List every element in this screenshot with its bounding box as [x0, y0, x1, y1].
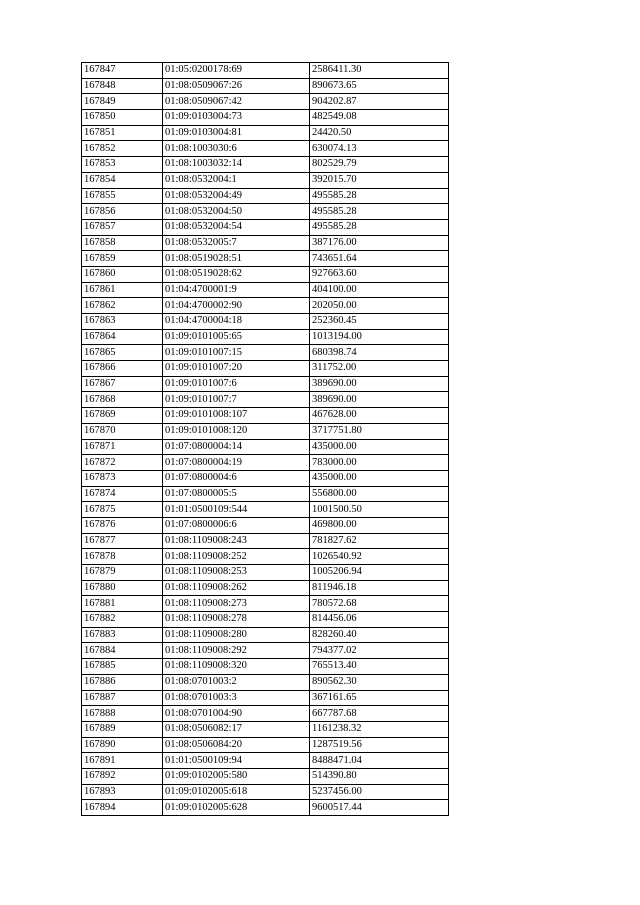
- table-row: [82, 423, 449, 439]
- cadastral-number-cell: 01:09:0102005:628: [163, 800, 310, 816]
- table-row: [82, 408, 449, 424]
- cadastral-number-cell: 01:08:0509067:42: [163, 94, 310, 110]
- row-id-cell: 167869: [82, 408, 163, 424]
- cadastral-number-cell: 01:01:0500109:544: [163, 502, 310, 518]
- cadastral-number-cell: 01:09:0101005:65: [163, 329, 310, 345]
- table-row: [82, 125, 449, 141]
- table-row: [82, 219, 449, 235]
- row-id-cell: 167880: [82, 580, 163, 596]
- cadastral-number-cell: 01:08:0506084:20: [163, 737, 310, 753]
- cadastral-number-cell: 01:08:0532004:54: [163, 219, 310, 235]
- row-id-cell: 167848: [82, 78, 163, 94]
- table-row: [82, 549, 449, 565]
- value-cell: 814456.06: [310, 612, 449, 628]
- cadastral-number-cell: 01:09:0101008:107: [163, 408, 310, 424]
- cadastral-number-cell: 01:09:0102005:580: [163, 768, 310, 784]
- cadastral-number-cell: 01:08:0519028:62: [163, 266, 310, 282]
- row-id-cell: 167864: [82, 329, 163, 345]
- value-cell: 904202.87: [310, 94, 449, 110]
- row-id-cell: 167868: [82, 392, 163, 408]
- row-id-cell: 167882: [82, 612, 163, 628]
- table-row: [82, 659, 449, 675]
- cadastral-number-cell: 01:01:0500109:94: [163, 753, 310, 769]
- table-row: [82, 251, 449, 267]
- row-id-cell: 167858: [82, 235, 163, 251]
- cadastral-number-cell: 01:08:1003030:6: [163, 141, 310, 157]
- cadastral-number-cell: 01:08:1109008:278: [163, 612, 310, 628]
- row-id-cell: 167855: [82, 188, 163, 204]
- table-row: [82, 470, 449, 486]
- value-cell: 556800.00: [310, 486, 449, 502]
- cadastral-number-cell: 01:08:0532004:1: [163, 172, 310, 188]
- value-cell: 8488471.04: [310, 753, 449, 769]
- row-id-cell: 167876: [82, 517, 163, 533]
- table-row: [82, 753, 449, 769]
- cadastral-number-cell: 01:09:0101007:6: [163, 376, 310, 392]
- table-row: [82, 392, 449, 408]
- table-row: [82, 376, 449, 392]
- table-row: [82, 612, 449, 628]
- value-cell: 765513.40: [310, 659, 449, 675]
- row-id-cell: 167866: [82, 361, 163, 377]
- table-row: [82, 596, 449, 612]
- value-cell: 667787.68: [310, 706, 449, 722]
- row-id-cell: 167852: [82, 141, 163, 157]
- row-id-cell: 167847: [82, 63, 163, 79]
- row-id-cell: 167894: [82, 800, 163, 816]
- cadastral-number-cell: 01:04:4700004:18: [163, 314, 310, 330]
- value-cell: 2586411.30: [310, 63, 449, 79]
- table-row: [82, 784, 449, 800]
- value-cell: 392015.70: [310, 172, 449, 188]
- table-row: [82, 517, 449, 533]
- cadastral-number-cell: 01:08:0509067:26: [163, 78, 310, 94]
- cadastral-number-cell: 01:08:1109008:243: [163, 533, 310, 549]
- row-id-cell: 167854: [82, 172, 163, 188]
- value-cell: 1026540.92: [310, 549, 449, 565]
- row-id-cell: 167874: [82, 486, 163, 502]
- table-row: [82, 188, 449, 204]
- row-id-cell: 167886: [82, 674, 163, 690]
- row-id-cell: 167883: [82, 627, 163, 643]
- row-id-cell: 167884: [82, 643, 163, 659]
- value-cell: 495585.28: [310, 188, 449, 204]
- row-id-cell: 167850: [82, 110, 163, 126]
- table-row: [82, 533, 449, 549]
- row-id-cell: 167870: [82, 423, 163, 439]
- row-id-cell: 167861: [82, 282, 163, 298]
- value-cell: 680398.74: [310, 345, 449, 361]
- data-table: [81, 62, 449, 816]
- table-row: [82, 721, 449, 737]
- table-row: [82, 157, 449, 173]
- table-row: [82, 580, 449, 596]
- cadastral-number-cell: 01:04:4700001:9: [163, 282, 310, 298]
- row-id-cell: 167889: [82, 721, 163, 737]
- table-row: [82, 627, 449, 643]
- value-cell: 389690.00: [310, 376, 449, 392]
- table-row: [82, 565, 449, 581]
- value-cell: 252360.45: [310, 314, 449, 330]
- row-id-cell: 167877: [82, 533, 163, 549]
- cadastral-number-cell: 01:07:0800004:19: [163, 455, 310, 471]
- value-cell: 890673.65: [310, 78, 449, 94]
- table-row: [82, 345, 449, 361]
- table-body: [82, 63, 449, 816]
- table-row: [82, 78, 449, 94]
- table-row: [82, 63, 449, 79]
- table-row: [82, 110, 449, 126]
- table-row: [82, 643, 449, 659]
- cadastral-number-cell: 01:08:0532004:49: [163, 188, 310, 204]
- row-id-cell: 167859: [82, 251, 163, 267]
- value-cell: 467628.00: [310, 408, 449, 424]
- row-id-cell: 167873: [82, 470, 163, 486]
- row-id-cell: 167893: [82, 784, 163, 800]
- value-cell: 927663.60: [310, 266, 449, 282]
- table-row: [82, 706, 449, 722]
- cadastral-number-cell: 01:08:1109008:280: [163, 627, 310, 643]
- value-cell: 811946.18: [310, 580, 449, 596]
- table-row: [82, 768, 449, 784]
- cadastral-number-cell: 01:08:0532005:7: [163, 235, 310, 251]
- value-cell: 387176.00: [310, 235, 449, 251]
- row-id-cell: 167871: [82, 439, 163, 455]
- value-cell: 311752.00: [310, 361, 449, 377]
- value-cell: 1161238.32: [310, 721, 449, 737]
- row-id-cell: 167863: [82, 314, 163, 330]
- row-id-cell: 167853: [82, 157, 163, 173]
- value-cell: 781827.62: [310, 533, 449, 549]
- table-row: [82, 674, 449, 690]
- cadastral-number-cell: 01:07:0800005:5: [163, 486, 310, 502]
- table-row: [82, 361, 449, 377]
- row-id-cell: 167890: [82, 737, 163, 753]
- cadastral-number-cell: 01:09:0101008:120: [163, 423, 310, 439]
- cadastral-number-cell: 01:08:1109008:320: [163, 659, 310, 675]
- row-id-cell: 167881: [82, 596, 163, 612]
- table-row: [82, 266, 449, 282]
- cadastral-number-cell: 01:08:1109008:273: [163, 596, 310, 612]
- cadastral-number-cell: 01:09:0101007:7: [163, 392, 310, 408]
- table-row: [82, 94, 449, 110]
- cadastral-number-cell: 01:08:1109008:292: [163, 643, 310, 659]
- value-cell: 9600517.44: [310, 800, 449, 816]
- row-id-cell: 167872: [82, 455, 163, 471]
- value-cell: 435000.00: [310, 470, 449, 486]
- cadastral-number-cell: 01:05:0200178:69: [163, 63, 310, 79]
- value-cell: 435000.00: [310, 439, 449, 455]
- row-id-cell: 167892: [82, 768, 163, 784]
- cadastral-number-cell: 01:08:1109008:253: [163, 565, 310, 581]
- row-id-cell: 167851: [82, 125, 163, 141]
- cadastral-number-cell: 01:08:1003032:14: [163, 157, 310, 173]
- row-id-cell: 167875: [82, 502, 163, 518]
- table-row: [82, 737, 449, 753]
- value-cell: 404100.00: [310, 282, 449, 298]
- value-cell: 495585.28: [310, 219, 449, 235]
- value-cell: 202050.00: [310, 298, 449, 314]
- value-cell: 890562.30: [310, 674, 449, 690]
- value-cell: 780572.68: [310, 596, 449, 612]
- table-row: [82, 502, 449, 518]
- cadastral-number-cell: 01:07:0800004:14: [163, 439, 310, 455]
- cadastral-number-cell: 01:09:0102005:618: [163, 784, 310, 800]
- cadastral-number-cell: 01:07:0800006:6: [163, 517, 310, 533]
- row-id-cell: 167867: [82, 376, 163, 392]
- table-row: [82, 439, 449, 455]
- cadastral-number-cell: 01:08:0701003:2: [163, 674, 310, 690]
- table-row: [82, 690, 449, 706]
- value-cell: 5237456.00: [310, 784, 449, 800]
- cadastral-number-cell: 01:09:0103004:73: [163, 110, 310, 126]
- value-cell: 828260.40: [310, 627, 449, 643]
- value-cell: 495585.28: [310, 204, 449, 220]
- row-id-cell: 167891: [82, 753, 163, 769]
- cadastral-number-cell: 01:08:0506082:17: [163, 721, 310, 737]
- cadastral-number-cell: 01:08:0519028:51: [163, 251, 310, 267]
- table-row: [82, 298, 449, 314]
- row-id-cell: 167885: [82, 659, 163, 675]
- value-cell: 389690.00: [310, 392, 449, 408]
- table-row: [82, 455, 449, 471]
- value-cell: 3717751.80: [310, 423, 449, 439]
- row-id-cell: 167857: [82, 219, 163, 235]
- value-cell: 630074.13: [310, 141, 449, 157]
- value-cell: 1013194.00: [310, 329, 449, 345]
- row-id-cell: 167860: [82, 266, 163, 282]
- value-cell: 743651.64: [310, 251, 449, 267]
- cadastral-number-cell: 01:08:0532004:50: [163, 204, 310, 220]
- row-id-cell: 167888: [82, 706, 163, 722]
- value-cell: 514390.80: [310, 768, 449, 784]
- row-id-cell: 167879: [82, 565, 163, 581]
- value-cell: 1005206.94: [310, 565, 449, 581]
- table-row: [82, 235, 449, 251]
- table-row: [82, 486, 449, 502]
- cadastral-number-cell: 01:09:0103004:81: [163, 125, 310, 141]
- value-cell: 802529.79: [310, 157, 449, 173]
- value-cell: 794377.02: [310, 643, 449, 659]
- row-id-cell: 167878: [82, 549, 163, 565]
- cadastral-number-cell: 01:08:0701004:90: [163, 706, 310, 722]
- value-cell: 1287519.56: [310, 737, 449, 753]
- cadastral-number-cell: 01:09:0101007:15: [163, 345, 310, 361]
- row-id-cell: 167887: [82, 690, 163, 706]
- cadastral-number-cell: 01:07:0800004:6: [163, 470, 310, 486]
- value-cell: 783000.00: [310, 455, 449, 471]
- row-id-cell: 167862: [82, 298, 163, 314]
- value-cell: 469800.00: [310, 517, 449, 533]
- table-row: [82, 800, 449, 816]
- cadastral-number-cell: 01:08:1109008:252: [163, 549, 310, 565]
- table-row: [82, 141, 449, 157]
- table-row: [82, 282, 449, 298]
- cadastral-number-cell: 01:09:0101007:20: [163, 361, 310, 377]
- value-cell: 1001500.50: [310, 502, 449, 518]
- cadastral-number-cell: 01:08:1109008:262: [163, 580, 310, 596]
- value-cell: 367161.65: [310, 690, 449, 706]
- cadastral-number-cell: 01:04:4700002:90: [163, 298, 310, 314]
- value-cell: 24420.50: [310, 125, 449, 141]
- table-row: [82, 314, 449, 330]
- table-row: [82, 204, 449, 220]
- table-row: [82, 172, 449, 188]
- cadastral-number-cell: 01:08:0701003:3: [163, 690, 310, 706]
- table-row: [82, 329, 449, 345]
- row-id-cell: 167849: [82, 94, 163, 110]
- row-id-cell: 167865: [82, 345, 163, 361]
- row-id-cell: 167856: [82, 204, 163, 220]
- value-cell: 482549.08: [310, 110, 449, 126]
